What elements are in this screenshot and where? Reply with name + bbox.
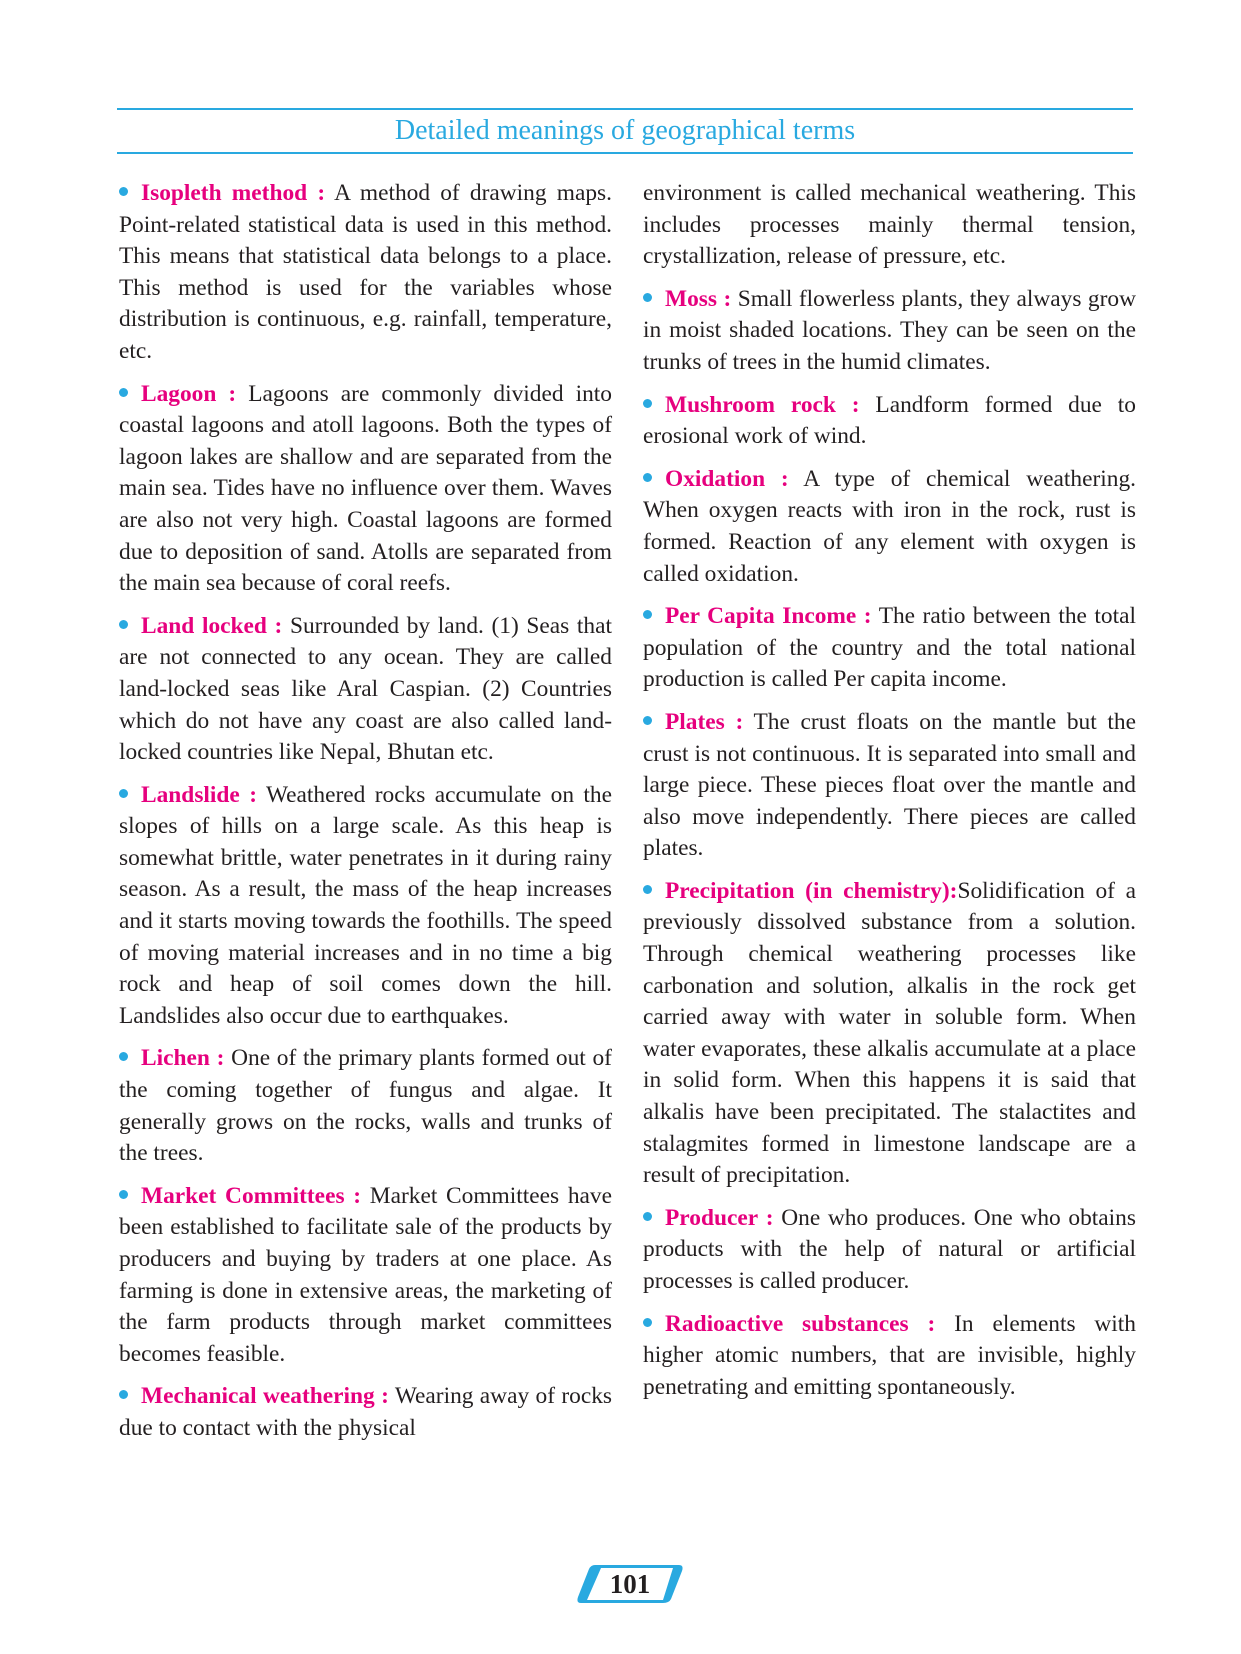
term-colon: :	[765, 1204, 774, 1231]
bullet-icon	[119, 789, 128, 798]
bullet-icon	[119, 388, 128, 397]
glossary-term: Mushroom rock	[665, 391, 836, 418]
term-colon: :	[927, 1310, 936, 1337]
bullet-icon	[119, 187, 128, 196]
glossary-definition: Weathered rocks accumulate on the slopes of hills on a large scale. As this heap is somewhat brittle, water penetrates in it during rainy season. As a result, the mass of the heap increases and it starts moving towards the foothills. The speed of moving material increases and in no time a big rock and heap of soil comes down the hill. Landslides also occur due to earthquakes.	[119, 781, 612, 1029]
left-column	[119, 178, 612, 1456]
glossary-definition: One of the primary plants formed out of the coming together of fungus and algae. It generally grows on the rocks, walls and trunks of the trees.	[119, 1045, 612, 1167]
glossary-term: Precipitation (in chemistry)	[665, 877, 950, 904]
glossary-entry-land-locked	[119, 611, 612, 769]
glossary-entry-mechanical-weathering	[119, 1381, 612, 1444]
term-colon: :	[723, 285, 732, 312]
term-colon: :	[228, 380, 237, 407]
glossary-definition: In elements with higher atomic numbers, that are invisible, highly penetrating and emitting spontaneously.	[643, 1310, 1137, 1400]
glossary-definition: Lagoons are commonly divided into coastal lagoons and atoll lagoons. Both the types of lagoon lakes are shallow and are separated from the main sea. Tides have no influence over them. Waves are also not very high. Coastal lagoons are formed due to deposition of sand. Atolls are separated from the main sea because of coral reefs.	[119, 380, 612, 597]
glossary-definition: A method of drawing maps. Point-related statistical data is used in this method. This means that statistical data belongs to a place. This method is used for the variables whose distribution is continuous, e.g. rainfall, temperature, etc.	[119, 180, 612, 364]
glossary-definition: Small flowerless plants, they always grow in moist shaded locations. They can be seen on the trunks of trees in the humid climates.	[643, 285, 1136, 375]
glossary-entry-landslide	[119, 780, 612, 1033]
bullet-icon	[119, 1390, 128, 1399]
glossary-definition: Market Committees have been established to facilitate sale of the products by producers and buying by traders at one place. As farming is done in extensive areas, the marketing of the farm products through market committees becomes feasible.	[119, 1182, 612, 1367]
glossary-definition: One who produces. One who obtains products with the help of natural or artificial processes is called producer.	[643, 1204, 1136, 1294]
glossary-term: Plates	[665, 708, 725, 735]
term-colon: :	[735, 708, 744, 735]
bullet-icon	[119, 620, 128, 629]
glossary-term: Radioactive substances	[665, 1310, 909, 1337]
bullet-icon	[643, 1212, 652, 1221]
glossary-term: Lagoon	[141, 380, 217, 407]
glossary-entry-per-capita-income	[643, 601, 1136, 696]
glossary-entry-isopleth-method	[119, 178, 612, 368]
glossary-term: Lichen	[141, 1045, 210, 1072]
glossary-definition: The ratio between the total population of the country and the total national production is called Per capita income.	[643, 603, 1137, 693]
bullet-icon	[643, 610, 652, 619]
glossary-definition: Solidification of a previously dissolved substance from a solution. Through chemical weathering processes like carbonation and solution, alkalis in the rock get carried away with water in soluble form. When water evaporates, these alkalis accumulate at a place in solid form. When this happens it is said that alkalis have been precipitated. The stalactites and stalagmites formed in limestone landscape are a result of precipitation.	[643, 877, 1136, 1189]
glossary-entry-mushroom-rock	[643, 390, 1136, 453]
page-number-badge	[575, 1563, 685, 1605]
bullet-icon	[119, 1052, 128, 1061]
glossary-definition: Surrounded by land. (1) Seas that are not connected to any ocean. They are called land-locked seas like Aral Caspian. (2) Countries which do not have any coast are also called land-locked countries like Nepal, Bhutan etc.	[119, 612, 612, 766]
bullet-icon	[643, 399, 652, 408]
glossary-definition: Landform formed due to erosional work of wind.	[643, 391, 1136, 450]
term-colon: :	[851, 391, 860, 418]
glossary-entry-producer	[643, 1203, 1136, 1298]
bullet-icon	[643, 293, 652, 302]
glossary-term: Per Capita Income	[665, 603, 857, 630]
bullet-icon	[643, 473, 652, 482]
glossary-term: Land locked	[141, 612, 267, 639]
term-colon: :	[353, 1182, 362, 1209]
term-colon: :	[249, 781, 257, 808]
term-colon: :	[216, 1045, 225, 1072]
term-colon: :	[381, 1383, 389, 1410]
bullet-icon	[643, 1318, 652, 1327]
page-title: Detailed meanings of geographical terms	[394, 115, 856, 146]
glossary-entry-moss	[643, 284, 1136, 379]
page-number: 101	[609, 1568, 651, 1599]
page-header	[117, 108, 1133, 154]
term-colon: :	[274, 612, 283, 639]
glossary-entry-lagoon	[119, 379, 612, 600]
bullet-icon	[643, 716, 652, 725]
bullet-icon	[119, 1190, 128, 1199]
glossary-entry-plates	[643, 707, 1136, 865]
right-column	[643, 178, 1136, 1414]
glossary-definition: A type of chemical weathering. When oxygen reacts with iron in the rock, rust is formed. Reaction of any element with oxygen is called oxidation.	[643, 465, 1136, 587]
term-colon: :	[949, 877, 958, 904]
glossary-definition-continuation: environment is called mechanical weathering. This includes processes mainly thermal tension, crystallization, release of pressure, etc.	[643, 180, 1136, 270]
glossary-entry-radioactive-substances	[643, 1309, 1136, 1404]
glossary-term: Mechanical weathering	[141, 1383, 375, 1410]
glossary-entry-market-committees	[119, 1181, 612, 1371]
glossary-term: Isopleth method	[141, 180, 308, 206]
glossary-entry-precipitation	[643, 876, 1136, 1192]
glossary-term: Oxidation	[665, 465, 766, 492]
glossary-entry-oxidation	[643, 464, 1136, 590]
glossary-definition: Wearing away of rocks due to contact with the physical	[119, 1383, 612, 1441]
glossary-definition: The crust floats on the mantle but the crust is not continuous. It is separated into small and large piece. These pieces float over the mantle and also move independently. There pieces are called plates.	[643, 708, 1136, 862]
term-colon: :	[863, 603, 872, 630]
glossary-term: Moss	[665, 285, 717, 312]
term-colon: :	[317, 180, 326, 206]
term-colon: :	[780, 465, 789, 492]
bullet-icon	[643, 885, 652, 894]
glossary-entry-lichen	[119, 1043, 612, 1169]
glossary-term: Landslide	[141, 781, 240, 808]
glossary-term: Market Committees	[141, 1182, 345, 1209]
glossary-term: Producer	[665, 1204, 759, 1231]
